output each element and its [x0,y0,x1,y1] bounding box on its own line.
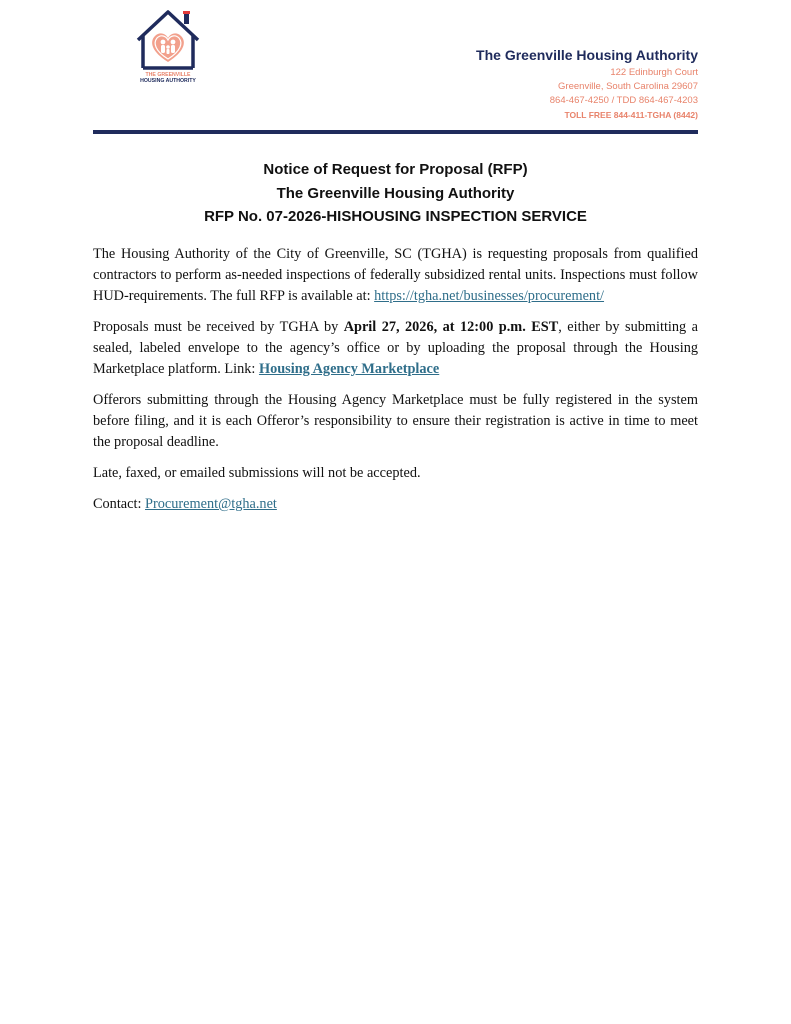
notice-body [93,244,698,525]
logo-line-1: THE GREENVILLE [145,72,191,78]
notice-org: The Greenville Housing Authority [276,184,515,202]
paragraph-intro [93,244,698,307]
notice-title: Notice of Request for Proposal (RFP) [263,161,528,178]
housing-marketplace-link[interactable]: Housing Agency Marketplace [258,361,440,377]
deadline-text-pre: Proposals must be received by TGHA by [93,319,344,335]
contact-email-link[interactable]: Procurement@tgha.net [145,496,277,512]
intro-text: The Housing Authority of the City of Greenville, SC (TGHA) is requesting proposals from qualified contractors to perform as-needed inspections of federally subsidized rental units. Inspections must follow HUD-requirements. The full RFP is available at: [93,246,698,304]
procurement-url-link[interactable]: https://tgha.net/businesses/procurement/ [374,288,605,304]
paragraph-late-submissions: Late, faxed, or emailed submissions will not be accepted. [93,465,421,481]
paragraph-contact [93,494,698,515]
letterhead-contact [476,47,698,122]
paragraph-deadline [93,317,698,380]
paragraph-registration: Offerors submitting through the Housing Agency Marketplace must be fully registered in the system before filing, and it is each Offeror’s responsibility to ensure their registration is active in time to meet the proposal deadline. [93,392,698,450]
contact-label: Contact: [93,496,146,512]
logo-line-2: HOUSING AUTHORITY [140,78,196,84]
header-divider [93,130,698,134]
deadline-date: April 27, 2026, at 12:00 p.m. EST [343,319,559,335]
phone-line: 864-467-4250 / TDD 864-467-4203 [549,95,698,106]
address-line-2: Greenville, South Carolina 29607 [558,81,698,92]
toll-free-line: TOLL FREE 844-411-TGHA (8442) [564,110,698,120]
notice-title-block [93,158,698,229]
rfp-number: RFP No. 07-2026-HISHOUSING INSPECTION SERVICE [204,208,587,225]
logo-wordmark [128,72,208,84]
deadline-text-post: , either by submitting a sealed, labeled envelope to the agency’s office or by uploading the proposal through the Housing Marketplace platform. Link: [93,319,698,377]
org-name: The Greenville Housing Authority [476,47,698,63]
address-line-1: 122 Edinburgh Court [610,67,698,78]
